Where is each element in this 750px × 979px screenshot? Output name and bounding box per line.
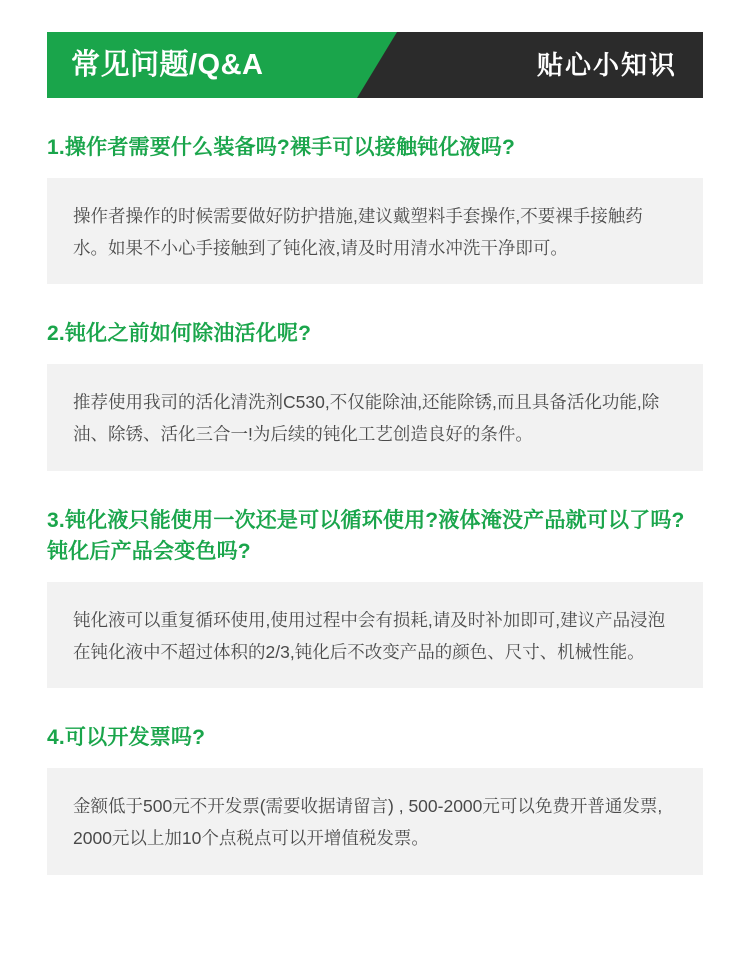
faq-answer-text: 推荐使用我司的活化清洗剂C530,不仅能除油,还能除锈,而且具备活化功能,除油、除锈、活化三合一!为后续的钝化工艺创造良好的条件。 xyxy=(73,391,660,445)
page-header-banner xyxy=(47,32,703,98)
header-left-panel xyxy=(47,32,357,98)
page-title: 常见问题/Q&A xyxy=(71,48,264,81)
faq-page xyxy=(0,32,750,979)
faq-answer-text: 金额低于500元不开发票(需要收据请留言) , 500-2000元可以免费开普通发票, 2000元以上加10个点税点可以开增值税发票。 xyxy=(73,795,663,849)
header-subtitle: 贴心小知识 xyxy=(536,50,677,80)
faq-answer-text: 操作者操作的时候需要做好防护措施,建议戴塑料手套操作,不要裸手接触药水。如果不小心手接触到了钝化液,请及时用清水冲洗干净即可。 xyxy=(73,205,643,258)
faq-item xyxy=(47,318,703,470)
faq-item xyxy=(47,505,703,689)
faq-answer-box xyxy=(47,364,703,471)
faq-answer-text: 钝化液可以重复循环使用,使用过程中会有损耗,请及时补加即可,建议产品浸泡在钝化液中不超过体积的2/3,钝化后不改变产品的颜色、尺寸、机械性能。 xyxy=(73,609,666,662)
faq-question: 3.钝化液只能使用一次还是可以循环使用?液体淹没产品就可以了吗?钝化后产品会变色吗? xyxy=(47,508,685,563)
faq-question: 4.可以开发票吗? xyxy=(47,726,206,750)
faq-answer-box xyxy=(47,178,703,285)
header-right-panel xyxy=(317,32,703,98)
faq-question: 1.操作者需要什么装备吗?裸手可以接触钝化液吗? xyxy=(47,136,515,159)
faq-answer-box xyxy=(47,768,703,875)
faq-question: 2.钝化之前如何除油活化呢? xyxy=(47,322,312,346)
faq-answer-box xyxy=(47,582,703,689)
faq-item xyxy=(47,722,703,874)
faq-item xyxy=(47,132,703,284)
faq-list xyxy=(47,132,703,875)
